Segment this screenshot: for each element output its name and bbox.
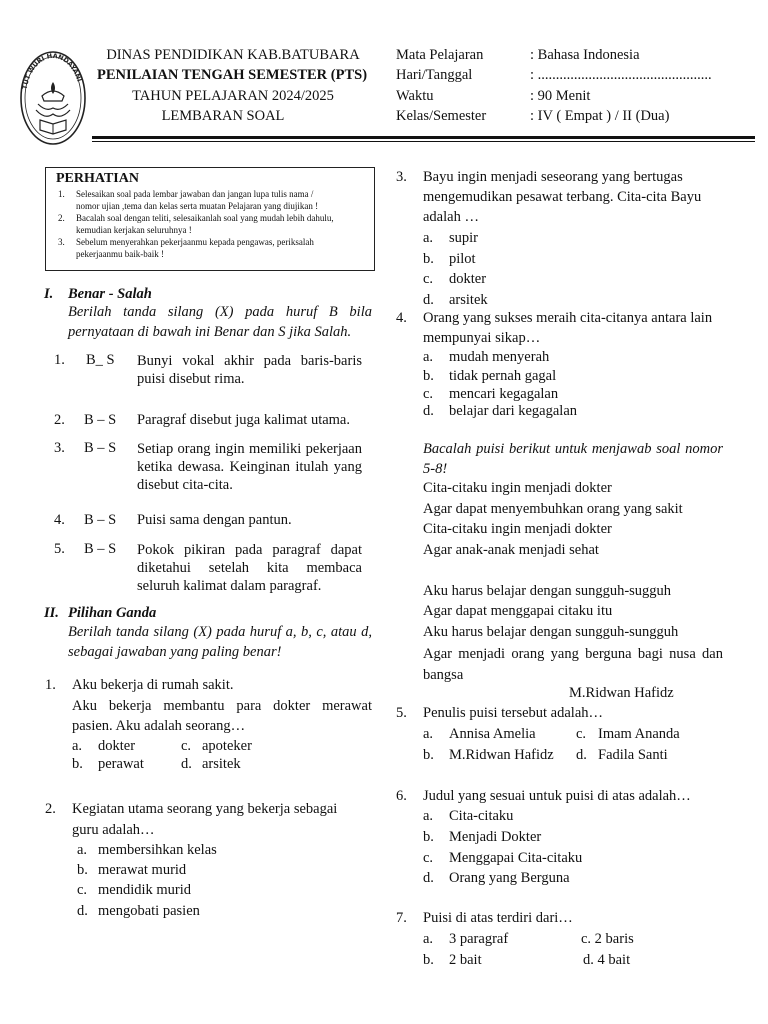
poem-line: Aku harus belajar dengan sungguh-sungguh	[423, 624, 679, 640]
info-value-date: : ................................................	[530, 67, 712, 83]
option-letter[interactable]: a.	[423, 230, 434, 246]
question-number: 1.	[45, 677, 56, 693]
question-text: guru adalah…	[72, 822, 155, 838]
option-letter[interactable]: c.	[423, 850, 434, 866]
option-text[interactable]: Fadila Santi	[598, 747, 668, 763]
question-number: 3.	[396, 169, 407, 185]
question-text: Kegiatan utama seorang yang bekerja sebagai	[72, 801, 338, 817]
option-text[interactable]: tidak pernah gagal	[449, 368, 557, 384]
notice-item-number: 3.	[58, 237, 65, 247]
option-text[interactable]: mudah menyerah	[449, 349, 550, 365]
tf-statement: Paragraf disebut juga kalimat utama.	[137, 412, 350, 428]
option-text[interactable]: mengobati pasien	[98, 903, 200, 919]
info-label-subject: Mata Pelajaran	[396, 47, 484, 63]
tf-statement: Setiap orang ingin memiliki pekerjaan ketika dewasa. Keinginan itulah yang disebut cita-cita.	[137, 441, 362, 493]
tf-item-number: 1.	[54, 352, 65, 368]
question-text: Bayu ingin menjadi seseorang yang bertugas	[423, 169, 683, 185]
option-text[interactable]: 2 bait	[449, 952, 482, 968]
tf-answer-choice[interactable]: B_ S	[86, 352, 115, 368]
notice-box	[45, 167, 375, 271]
header-agency: DINAS PENDIDIKAN KAB.BATUBARA	[106, 47, 360, 63]
poem-line: Cita-citaku ingin menjadi dokter	[423, 480, 612, 496]
option-text[interactable]: d. 4 bait	[583, 952, 631, 968]
notice-item-text: Sebelum menyerahkan pekerjaanmu kepada pengawas, periksalah	[76, 237, 314, 247]
notice-item	[58, 188, 370, 212]
option-letter[interactable]: b.	[72, 756, 83, 772]
option-letter[interactable]: a.	[423, 349, 434, 365]
tf-statement: Puisi sama dengan pantun.	[137, 512, 292, 528]
poem-line: Agar dapat menggapai citaku itu	[423, 603, 613, 619]
info-label-time: Waktu	[396, 88, 434, 104]
notice-item	[58, 236, 370, 260]
poem-line: Aku harus belajar dengan sungguh-sugguh	[423, 583, 672, 599]
poem-line: Agar dapat menyembuhkan orang yang sakit	[423, 501, 683, 517]
option-text[interactable]: M.Ridwan Hafidz	[449, 747, 554, 763]
option-letter[interactable]: a.	[423, 726, 434, 742]
question-text: Aku bekerja membantu para dokter merawat pasien. Aku adalah seorang…	[72, 698, 372, 734]
info-label-class: Kelas/Semester	[396, 108, 487, 124]
option-letter[interactable]: c.	[423, 271, 434, 287]
option-text[interactable]: Annisa Amelia	[449, 726, 536, 742]
header-sheet: LEMBARAN SOAL	[161, 108, 285, 124]
question-text: Orang yang sukses meraih cita-citanya antara lain	[423, 310, 713, 326]
option-letter[interactable]: c.	[576, 726, 587, 742]
option-letter[interactable]: b.	[423, 952, 434, 968]
question-text: mempunyai sikap…	[423, 330, 541, 346]
tf-item-number: 2.	[54, 412, 65, 428]
option-letter[interactable]: d.	[423, 403, 434, 419]
option-letter[interactable]: a.	[423, 931, 434, 947]
option-text[interactable]: perawat	[98, 756, 144, 772]
header-divider-thin	[92, 141, 755, 142]
notice-list	[58, 188, 370, 260]
option-text[interactable]: 3 paragraf	[449, 931, 509, 947]
option-text[interactable]: dokter	[449, 271, 487, 287]
option-text[interactable]: Orang yang Berguna	[449, 870, 570, 886]
notice-item-text: pekerjaanmu baik-baik !	[76, 249, 164, 259]
option-letter[interactable]: b.	[423, 368, 434, 384]
option-text[interactable]: apoteker	[202, 738, 252, 754]
option-text[interactable]: membersihkan kelas	[98, 842, 217, 858]
question-number: 5.	[396, 705, 407, 721]
tf-item-number: 5.	[54, 541, 65, 557]
notice-item-text: Selesaikan soal pada lembar jawaban dan jangan lupa tulis nama /	[76, 189, 314, 199]
option-letter[interactable]: a.	[77, 842, 88, 858]
option-text[interactable]: Cita-citaku	[449, 808, 514, 824]
section2-title: Pilihan Ganda	[68, 605, 157, 621]
section1-instruction: Berilah tanda silang (X) pada huruf B bila pernyataan di bawah ini Benar dan S jika Salah.	[68, 304, 372, 340]
option-letter[interactable]: d.	[423, 292, 434, 308]
notice-item	[58, 212, 370, 236]
question-number: 6.	[396, 788, 407, 804]
tf-answer-choice[interactable]: B – S	[84, 412, 117, 428]
option-text[interactable]: Menjadi Dokter	[449, 829, 542, 845]
section1-title: Benar - Salah	[68, 286, 152, 302]
poem-line: Agar menjadi orang yang berguna bagi nusa dan bangsa	[423, 646, 723, 683]
info-label-date: Hari/Tanggal	[396, 67, 473, 83]
poem-line: Agar anak-anak menjadi sehat	[423, 542, 599, 558]
section2-instruction: Berilah tanda silang (X) pada huruf a, b, c, atau d, sebagai jawaban yang paling benar!	[68, 624, 372, 660]
option-letter[interactable]: b.	[423, 829, 434, 845]
option-letter[interactable]: c.	[181, 738, 192, 754]
option-letter[interactable]: b.	[423, 747, 434, 763]
option-letter[interactable]: a.	[423, 808, 434, 824]
header-divider-thick	[92, 136, 755, 139]
question-text: Penulis puisi tersebut adalah…	[423, 705, 604, 721]
option-letter[interactable]: d.	[181, 756, 192, 772]
tf-item-number: 3.	[54, 440, 65, 456]
tut-wuri-handayani-logo	[18, 46, 88, 150]
section1-numeral: I.	[44, 286, 54, 302]
option-letter[interactable]: b.	[77, 862, 88, 878]
question-text: Puisi di atas terdiri dari…	[423, 910, 573, 926]
question-text: mengemudikan pesawat terbang. Cita-cita Bayu	[423, 189, 702, 205]
tf-item-number: 4.	[54, 512, 65, 528]
option-text[interactable]: mencari kegagalan	[449, 386, 559, 402]
notice-title: PERHATIAN	[56, 171, 139, 186]
notice-item-number: 2.	[58, 213, 65, 223]
option-text[interactable]: arsitek	[449, 292, 488, 308]
option-letter[interactable]: b.	[423, 251, 434, 267]
tf-statement: Pokok pikiran pada paragraf dapat diketahui setelah kita membaca seluruh kalimat dalam paragraf.	[137, 542, 362, 594]
question-text: adalah …	[423, 209, 479, 225]
option-letter[interactable]: d.	[576, 747, 587, 763]
question-number: 7.	[396, 910, 407, 926]
option-text[interactable]: mendidik murid	[98, 882, 192, 898]
tf-statement: Bunyi vokal akhir pada baris-baris puisi disebut rima.	[137, 353, 362, 387]
header-exam-title: PENILAIAN TENGAH SEMESTER (PTS)	[96, 67, 368, 83]
info-value-subject: : Bahasa Indonesia	[530, 47, 640, 63]
option-text[interactable]: merawat murid	[98, 862, 187, 878]
notice-item-number: 1.	[58, 189, 65, 199]
poem-author: M.Ridwan Hafidz	[569, 685, 674, 701]
option-letter[interactable]: d.	[77, 903, 88, 919]
section2-numeral: II.	[44, 605, 59, 621]
logo-motto: TUT WURI HANDAYANI	[20, 51, 84, 90]
option-text[interactable]: Menggapai Cita-citaku	[449, 850, 583, 866]
info-value-time: : 90 Menit	[530, 88, 591, 104]
question-number: 4.	[396, 310, 407, 326]
notice-item-text: Bacalah soal dengan teliti, selesaikanlah soal yang mudah lebih dahulu,	[76, 213, 334, 223]
option-text[interactable]: supir	[449, 230, 478, 246]
notice-item-text: kemudian kerjakan seluruhnya !	[76, 225, 192, 235]
option-letter[interactable]: c.	[423, 386, 434, 402]
tf-answer-choice[interactable]: B – S	[84, 440, 117, 456]
question-text: Aku bekerja di rumah sakit.	[72, 677, 234, 693]
poem-instruction: Bacalah puisi berikut untuk menjawab soal nomor 5-8!	[423, 441, 723, 477]
question-number: 2.	[45, 801, 56, 817]
option-letter[interactable]: d.	[423, 870, 434, 886]
info-value-class: : IV ( Empat ) / II (Dua)	[530, 108, 670, 124]
question-text: Judul yang sesuai untuk puisi di atas adalah…	[423, 788, 691, 804]
option-text[interactable]: belajar dari kegagalan	[449, 403, 578, 419]
tf-answer-choice[interactable]: B – S	[84, 541, 117, 557]
option-text[interactable]: c. 2 baris	[581, 931, 634, 947]
option-text[interactable]: dokter	[98, 738, 136, 754]
option-text[interactable]: pilot	[449, 251, 476, 267]
option-text[interactable]: arsitek	[202, 756, 241, 772]
notice-item-text: nomor ujian ,tema dan kelas serta muatan Pelajaran yang diujikan !	[76, 201, 319, 211]
poem-line: Cita-citaku ingin menjadi dokter	[423, 521, 612, 537]
option-text[interactable]: Imam Ananda	[598, 726, 680, 742]
option-letter[interactable]: a.	[72, 738, 83, 754]
header-school-year: TAHUN PELAJARAN 2024/2025	[132, 88, 334, 104]
option-letter[interactable]: c.	[77, 882, 88, 898]
tf-answer-choice[interactable]: B – S	[84, 512, 117, 528]
